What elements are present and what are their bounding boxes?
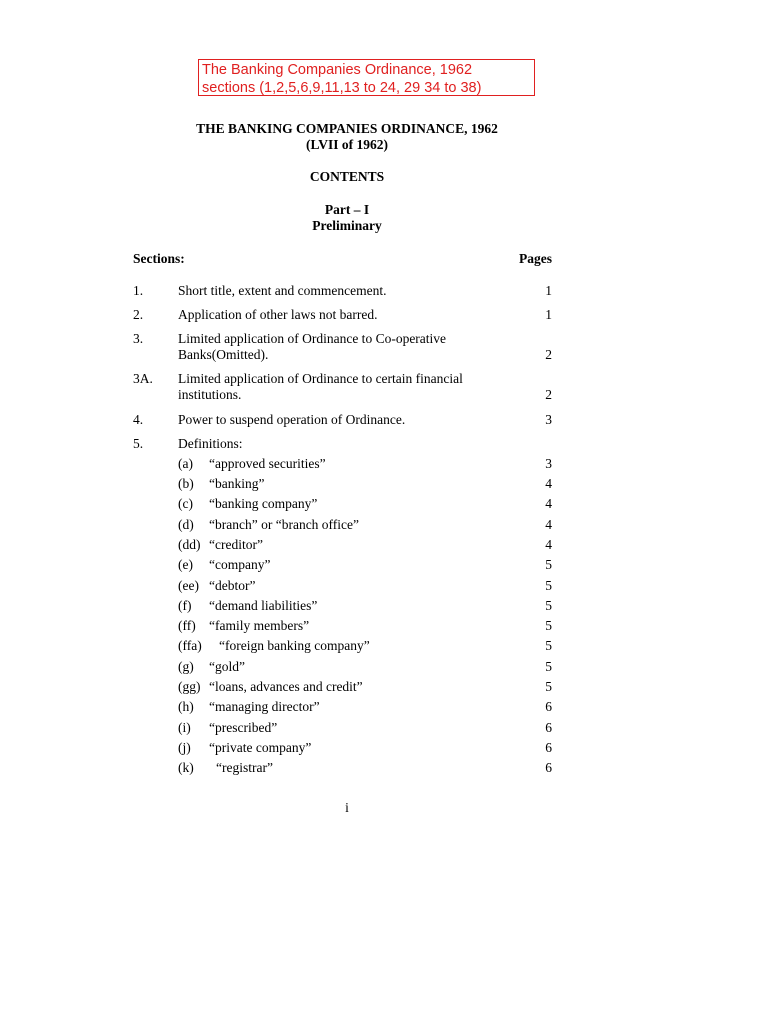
page-ref: 6 xyxy=(545,760,552,775)
page-ref: 5 xyxy=(545,557,552,572)
definition-term: “company” xyxy=(209,557,271,572)
definition-code: (h) xyxy=(178,699,194,714)
section-title: Power to suspend operation of Ordinance. xyxy=(178,412,406,427)
section-number: 1. xyxy=(133,283,144,298)
definition-code: (c) xyxy=(178,496,193,511)
part-name: Preliminary xyxy=(312,218,382,233)
document-subtitle: (LVII of 1962) xyxy=(305,137,388,152)
definition-code: (k) xyxy=(178,760,194,775)
definition-term: “creditor” xyxy=(209,537,263,552)
part-label: Part – I xyxy=(324,202,370,217)
page-ref: 4 xyxy=(545,537,552,552)
definition-code: (dd) xyxy=(178,537,201,552)
sections-column-header: Sections: xyxy=(133,251,185,266)
definition-term: “managing director” xyxy=(209,699,320,714)
definition-code: (a) xyxy=(178,456,193,471)
section-title: Short title, extent and commencement. xyxy=(178,283,387,298)
page-ref: 5 xyxy=(545,618,552,633)
section-title-line-1: Limited application of Ordinance to Co-operative xyxy=(178,331,447,346)
page-ref: 6 xyxy=(545,699,552,714)
definition-code: (b) xyxy=(178,476,194,491)
definition-code: (j) xyxy=(178,740,191,755)
section-number: 4. xyxy=(133,412,144,427)
page-ref: 6 xyxy=(545,720,552,735)
section-title-line-2: institutions. xyxy=(178,387,242,402)
pages-column-header: Pages xyxy=(519,251,552,266)
page-ref: 2 xyxy=(545,387,552,402)
section-title-line-1: Limited application of Ordinance to certain financial xyxy=(178,371,463,386)
page-ref: 1 xyxy=(545,307,552,322)
page-ref: 3 xyxy=(545,456,552,471)
section-number: 2. xyxy=(133,307,144,322)
definition-code: (f) xyxy=(178,598,192,613)
page-ref: 5 xyxy=(545,638,552,653)
definition-term: “private company” xyxy=(209,740,312,755)
page-ref: 5 xyxy=(545,578,552,593)
page-ref: 1 xyxy=(545,283,552,298)
annotation-line-2: sections (1,2,5,6,9,11,13 to 24, 29 34 to 38) xyxy=(202,80,482,96)
definition-term: “branch” or “branch office” xyxy=(209,517,360,532)
page-ref: 5 xyxy=(545,659,552,674)
annotation-box xyxy=(198,59,535,96)
definition-code: (g) xyxy=(178,659,194,674)
definition-code: (ff) xyxy=(178,618,196,633)
definition-code: (e) xyxy=(178,557,193,572)
definition-code: (ee) xyxy=(178,578,199,593)
section-number: 3. xyxy=(133,331,144,346)
definition-code: (gg) xyxy=(178,679,201,694)
definition-term: “prescribed” xyxy=(209,720,278,735)
page-ref: 4 xyxy=(545,517,552,532)
definition-code: (d) xyxy=(178,517,194,532)
section-title: Application of other laws not barred. xyxy=(178,307,378,322)
toc-entry xyxy=(0,331,768,363)
definition-code: (ffa) xyxy=(178,638,202,653)
section-number: 5. xyxy=(133,436,144,451)
definition-term: “banking company” xyxy=(209,496,318,511)
page-ref: 4 xyxy=(545,476,552,491)
annotation-line-1: The Banking Companies Ordinance, 1962 xyxy=(202,62,473,78)
document-title: THE BANKING COMPANIES ORDINANCE, 1962 xyxy=(196,121,498,136)
page-ref: 5 xyxy=(545,679,552,694)
page-ref: 2 xyxy=(545,347,552,362)
definition-term: “gold” xyxy=(209,659,245,674)
page-ref: 3 xyxy=(545,412,552,427)
page-ref: 6 xyxy=(545,740,552,755)
definition-term: “family members” xyxy=(209,618,310,633)
definition-term: “demand liabilities” xyxy=(209,598,318,613)
toc-entry xyxy=(0,371,768,403)
section-number: 3A. xyxy=(133,371,153,386)
definition-term: “debtor” xyxy=(209,578,256,593)
page-number: i xyxy=(345,800,349,815)
page-ref: 5 xyxy=(545,598,552,613)
definition-term: “banking” xyxy=(209,476,265,491)
definition-code: (i) xyxy=(178,720,191,735)
page-ref: 4 xyxy=(545,496,552,511)
contents-heading: CONTENTS xyxy=(309,169,385,184)
definition-term: “foreign banking company” xyxy=(219,638,370,653)
section-title-line-2: Banks(Omitted). xyxy=(178,347,269,362)
definition-term: “approved securities” xyxy=(209,456,326,471)
definition-term: “loans, advances and credit” xyxy=(209,679,363,694)
section-title: Definitions: xyxy=(178,436,243,451)
definition-term: “registrar” xyxy=(216,760,273,775)
